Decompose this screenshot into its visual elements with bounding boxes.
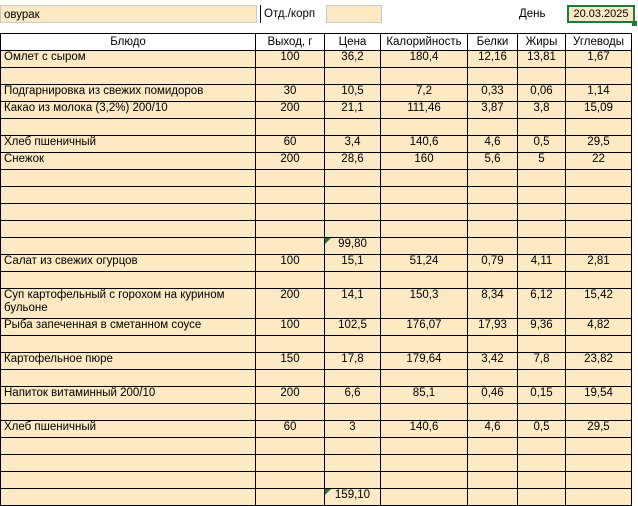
value-cell[interactable] xyxy=(256,472,325,489)
table-row xyxy=(1,336,632,353)
column-header-calories[interactable]: Калорийность xyxy=(381,34,468,51)
value-cell[interactable]: 17,93 xyxy=(468,319,518,336)
value-cell[interactable]: 15,09 xyxy=(566,102,632,119)
dish-cell[interactable] xyxy=(1,272,256,289)
dish-cell[interactable] xyxy=(1,489,256,506)
value-cell[interactable]: 36,2 xyxy=(325,51,381,68)
value-cell[interactable]: 3,87 xyxy=(468,102,518,119)
value-cell[interactable]: 200 xyxy=(256,102,325,119)
value-cell[interactable]: 21,1 xyxy=(325,102,381,119)
cook-name-cell[interactable]: овурак xyxy=(0,5,257,23)
value-cell[interactable] xyxy=(381,472,468,489)
table-row xyxy=(1,370,632,387)
value-cell[interactable] xyxy=(256,336,325,353)
value-cell[interactable]: 14,1 xyxy=(325,289,381,319)
dish-cell[interactable]: Картофельное пюре xyxy=(1,353,256,370)
fill-handle[interactable] xyxy=(632,21,637,26)
dish-cell[interactable] xyxy=(1,170,256,187)
value-cell[interactable]: 0,06 xyxy=(518,85,566,102)
table-row xyxy=(1,421,632,438)
value-cell[interactable] xyxy=(468,221,518,238)
value-cell[interactable]: 6,6 xyxy=(325,387,381,404)
department-input[interactable] xyxy=(326,5,382,23)
value-cell[interactable]: 15,1 xyxy=(325,255,381,272)
table-row xyxy=(1,255,632,272)
dish-cell[interactable]: Хлеб пшеничный xyxy=(1,421,256,438)
value-cell[interactable] xyxy=(325,204,381,221)
value-cell[interactable] xyxy=(518,455,566,472)
value-cell[interactable] xyxy=(468,68,518,85)
dish-cell[interactable]: Омлет с сыром xyxy=(1,51,256,68)
value-cell[interactable]: 15,42 xyxy=(566,289,632,319)
table-row xyxy=(1,221,632,238)
value-cell[interactable] xyxy=(256,455,325,472)
table-row xyxy=(1,387,632,404)
value-cell[interactable] xyxy=(518,238,566,255)
table-row xyxy=(1,438,632,455)
dish-cell[interactable] xyxy=(1,187,256,204)
column-header-dish[interactable]: Блюдо xyxy=(1,34,256,51)
dish-cell[interactable]: Какао из молока (3,2%) 200/10 xyxy=(1,102,256,119)
value-cell[interactable] xyxy=(256,238,325,255)
value-cell[interactable] xyxy=(256,187,325,204)
value-cell[interactable] xyxy=(325,438,381,455)
value-cell[interactable] xyxy=(566,489,632,506)
value-cell[interactable] xyxy=(381,221,468,238)
day-label: День xyxy=(519,8,546,20)
value-cell[interactable]: 30 xyxy=(256,85,325,102)
value-cell[interactable]: 100 xyxy=(256,51,325,68)
value-cell[interactable] xyxy=(566,455,632,472)
dish-cell[interactable] xyxy=(1,238,256,255)
value-cell[interactable] xyxy=(566,204,632,221)
value-cell[interactable]: 4,6 xyxy=(468,136,518,153)
error-indicator-icon xyxy=(325,238,331,244)
value-cell[interactable] xyxy=(381,489,468,506)
value-cell[interactable] xyxy=(468,489,518,506)
value-cell[interactable]: 0,5 xyxy=(518,136,566,153)
value-cell[interactable]: 179,64 xyxy=(381,353,468,370)
value-cell[interactable]: 200 xyxy=(256,289,325,319)
column-header-protein[interactable]: Белки xyxy=(468,34,518,51)
value-cell[interactable] xyxy=(325,472,381,489)
value-cell[interactable] xyxy=(256,221,325,238)
value-cell[interactable] xyxy=(256,272,325,289)
value-cell[interactable]: 3,8 xyxy=(518,102,566,119)
value-cell[interactable] xyxy=(566,238,632,255)
value-cell[interactable] xyxy=(566,221,632,238)
value-cell[interactable] xyxy=(566,404,632,421)
value-cell[interactable]: 22 xyxy=(566,153,632,170)
dish-cell[interactable] xyxy=(1,204,256,221)
value-cell[interactable] xyxy=(256,170,325,187)
value-cell[interactable]: 100 xyxy=(256,319,325,336)
menu-table xyxy=(0,33,632,506)
value-cell[interactable]: 150 xyxy=(256,353,325,370)
value-cell[interactable] xyxy=(468,170,518,187)
value-cell[interactable]: 10,5 xyxy=(325,85,381,102)
dish-cell[interactable] xyxy=(1,472,256,489)
table-row xyxy=(1,102,632,119)
value-cell[interactable]: 3,4 xyxy=(325,136,381,153)
value-cell[interactable] xyxy=(381,187,468,204)
value-cell[interactable] xyxy=(518,489,566,506)
error-indicator-icon xyxy=(325,489,331,495)
value-cell[interactable]: 51,24 xyxy=(381,255,468,272)
dish-cell[interactable]: Напиток витаминный 200/10 xyxy=(1,387,256,404)
value-cell[interactable]: 4,11 xyxy=(518,255,566,272)
value-cell[interactable]: 180,4 xyxy=(381,51,468,68)
value-cell[interactable] xyxy=(468,204,518,221)
value-cell[interactable]: 0,5 xyxy=(518,421,566,438)
value-cell[interactable] xyxy=(468,455,518,472)
table-row xyxy=(1,289,632,319)
value-cell[interactable]: 3,42 xyxy=(468,353,518,370)
value-cell[interactable] xyxy=(518,336,566,353)
value-cell[interactable] xyxy=(518,438,566,455)
value-cell[interactable] xyxy=(381,170,468,187)
value-cell[interactable]: 29,5 xyxy=(566,421,632,438)
table-row xyxy=(1,51,632,68)
value-cell[interactable]: 6,12 xyxy=(518,289,566,319)
value-cell[interactable] xyxy=(468,370,518,387)
table-row xyxy=(1,272,632,289)
value-cell[interactable]: 1,14 xyxy=(566,85,632,102)
value-cell[interactable] xyxy=(381,455,468,472)
value-cell[interactable] xyxy=(518,472,566,489)
dish-cell[interactable] xyxy=(1,404,256,421)
value-cell[interactable] xyxy=(381,438,468,455)
value-cell[interactable]: 160 xyxy=(381,153,468,170)
table-row xyxy=(1,489,632,506)
value-cell[interactable]: 60 xyxy=(256,421,325,438)
table-row xyxy=(1,319,632,336)
value-cell[interactable] xyxy=(566,370,632,387)
value-cell[interactable] xyxy=(325,404,381,421)
value-cell[interactable] xyxy=(381,370,468,387)
value-cell[interactable]: 4,82 xyxy=(566,319,632,336)
value-cell[interactable]: 159,10 xyxy=(325,489,381,506)
table-row xyxy=(1,68,632,85)
table-row xyxy=(1,404,632,421)
value-cell[interactable]: 0,46 xyxy=(468,387,518,404)
table-row xyxy=(1,455,632,472)
value-cell[interactable] xyxy=(518,170,566,187)
value-cell[interactable] xyxy=(566,336,632,353)
value-cell[interactable]: 7,8 xyxy=(518,353,566,370)
value-cell[interactable] xyxy=(566,68,632,85)
value-cell[interactable]: 8,34 xyxy=(468,289,518,319)
column-header-row xyxy=(1,34,632,51)
department-label: Отд./корп xyxy=(260,5,324,23)
value-cell[interactable]: 2,81 xyxy=(566,255,632,272)
value-cell[interactable] xyxy=(325,68,381,85)
value-cell[interactable] xyxy=(325,119,381,136)
table-row xyxy=(1,204,632,221)
value-cell[interactable] xyxy=(566,472,632,489)
dish-cell[interactable] xyxy=(1,438,256,455)
dish-cell[interactable]: Рыба запеченная в сметанном соусе xyxy=(1,319,256,336)
value-cell[interactable] xyxy=(325,221,381,238)
value-cell[interactable] xyxy=(256,68,325,85)
value-cell[interactable] xyxy=(468,238,518,255)
value-cell[interactable] xyxy=(518,68,566,85)
value-cell[interactable] xyxy=(468,187,518,204)
value-cell[interactable] xyxy=(566,438,632,455)
value-cell[interactable]: 0,33 xyxy=(468,85,518,102)
value-cell[interactable] xyxy=(468,472,518,489)
value-cell[interactable] xyxy=(325,170,381,187)
table-row xyxy=(1,85,632,102)
table-row xyxy=(1,187,632,204)
value-cell[interactable]: 111,46 xyxy=(381,102,468,119)
value-cell[interactable] xyxy=(325,370,381,387)
value-cell[interactable] xyxy=(566,187,632,204)
value-cell[interactable]: 200 xyxy=(256,153,325,170)
value-cell[interactable] xyxy=(325,187,381,204)
value-cell[interactable] xyxy=(518,272,566,289)
table-row xyxy=(1,472,632,489)
table-row xyxy=(1,119,632,136)
value-cell[interactable] xyxy=(381,272,468,289)
value-cell[interactable]: 176,07 xyxy=(381,319,468,336)
dish-cell[interactable]: Снежок xyxy=(1,153,256,170)
value-cell[interactable] xyxy=(381,204,468,221)
value-cell[interactable] xyxy=(468,404,518,421)
value-cell[interactable] xyxy=(381,238,468,255)
value-cell[interactable]: 140,6 xyxy=(381,136,468,153)
value-cell[interactable] xyxy=(518,221,566,238)
value-cell[interactable] xyxy=(381,404,468,421)
dish-cell[interactable]: Суп картофельный с горохом на курином бульоне xyxy=(1,289,256,319)
value-cell[interactable] xyxy=(566,272,632,289)
value-cell[interactable]: 13,81 xyxy=(518,51,566,68)
table-row xyxy=(1,136,632,153)
column-header-fat[interactable]: Жиры xyxy=(518,34,566,51)
value-cell[interactable] xyxy=(468,119,518,136)
value-cell[interactable] xyxy=(518,187,566,204)
column-header-carbs[interactable]: Углеводы xyxy=(566,34,632,51)
value-cell[interactable]: 5,6 xyxy=(468,153,518,170)
value-cell[interactable]: 5 xyxy=(518,153,566,170)
value-cell[interactable] xyxy=(468,336,518,353)
value-cell[interactable] xyxy=(256,489,325,506)
value-cell[interactable] xyxy=(381,336,468,353)
value-cell[interactable]: 99,80 xyxy=(325,238,381,255)
value-cell[interactable] xyxy=(256,370,325,387)
value-cell[interactable]: 29,5 xyxy=(566,136,632,153)
value-cell[interactable]: 60 xyxy=(256,136,325,153)
column-header-portion[interactable]: Выход, г xyxy=(256,34,325,51)
table-row xyxy=(1,238,632,255)
value-cell[interactable]: 150,3 xyxy=(381,289,468,319)
table-row xyxy=(1,153,632,170)
value-cell[interactable]: 102,5 xyxy=(325,319,381,336)
value-cell[interactable]: 0,79 xyxy=(468,255,518,272)
dish-cell[interactable] xyxy=(1,370,256,387)
value-cell[interactable] xyxy=(518,119,566,136)
dish-cell[interactable]: Салат из свежих огурцов xyxy=(1,255,256,272)
dish-cell[interactable] xyxy=(1,221,256,238)
value-cell[interactable]: 100 xyxy=(256,255,325,272)
value-cell[interactable]: 1,67 xyxy=(566,51,632,68)
column-header-price[interactable]: Цена xyxy=(325,34,381,51)
dish-cell[interactable] xyxy=(1,336,256,353)
value-cell[interactable] xyxy=(325,336,381,353)
dish-cell[interactable] xyxy=(1,455,256,472)
table-row xyxy=(1,353,632,370)
date-cell[interactable]: 20.03.2025 xyxy=(567,5,635,23)
value-cell[interactable] xyxy=(518,370,566,387)
value-cell[interactable]: 28,6 xyxy=(325,153,381,170)
sheet-header xyxy=(0,0,638,30)
value-cell[interactable] xyxy=(256,204,325,221)
value-cell[interactable]: 19,54 xyxy=(566,387,632,404)
value-cell[interactable] xyxy=(256,438,325,455)
value-cell[interactable] xyxy=(468,272,518,289)
value-cell[interactable] xyxy=(256,404,325,421)
value-cell[interactable] xyxy=(381,119,468,136)
value-cell[interactable] xyxy=(256,119,325,136)
value-cell[interactable]: 12,16 xyxy=(468,51,518,68)
value-cell[interactable] xyxy=(468,438,518,455)
value-cell[interactable] xyxy=(325,272,381,289)
value-cell[interactable]: 85,1 xyxy=(381,387,468,404)
value-cell[interactable]: 23,82 xyxy=(566,353,632,370)
dish-cell[interactable]: Хлеб пшеничный xyxy=(1,136,256,153)
value-cell[interactable]: 7,2 xyxy=(381,85,468,102)
table-row xyxy=(1,170,632,187)
value-cell[interactable] xyxy=(381,68,468,85)
value-cell[interactable] xyxy=(566,119,632,136)
value-cell[interactable]: 4,6 xyxy=(468,421,518,438)
dish-cell[interactable]: Подгарнировка из свежих помидоров xyxy=(1,85,256,102)
value-cell[interactable] xyxy=(518,204,566,221)
dish-cell[interactable] xyxy=(1,68,256,85)
value-cell[interactable]: 17,8 xyxy=(325,353,381,370)
value-cell[interactable] xyxy=(566,170,632,187)
value-cell[interactable]: 200 xyxy=(256,387,325,404)
value-cell[interactable]: 140,6 xyxy=(381,421,468,438)
value-cell[interactable]: 0,15 xyxy=(518,387,566,404)
value-cell[interactable] xyxy=(518,404,566,421)
value-cell[interactable]: 9,36 xyxy=(518,319,566,336)
dish-cell[interactable] xyxy=(1,119,256,136)
value-cell[interactable] xyxy=(325,455,381,472)
value-cell[interactable]: 3 xyxy=(325,421,381,438)
